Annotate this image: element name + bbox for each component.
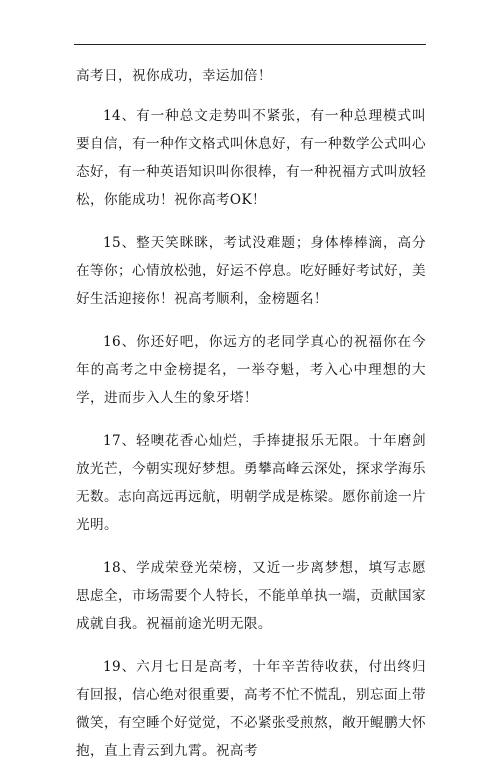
paragraph-15: 15、整天笑眯眯，考试没难题；身体棒棒滴，高分在等你；心情放松弛，好运不停息。吃好睡好考试好，美好生活迎接你！祝高考顺利，金榜题名！	[76, 235, 426, 307]
paragraph-17: 17、轻噢花香心灿烂，手捧捷报乐无限。十年磨剑放光芒，今朝实现好梦想。勇攀高峰云深处，探求学海乐无数。志向高远再远航，明朝学成是栋梁。愿你前途一片光明。	[76, 433, 426, 533]
paragraph-intro: 高考日，祝你成功，幸运加倍！	[76, 68, 272, 84]
paragraph-19: 19、六月七日是高考，十年辛苦待收获，付出终归有回报，信心绝对很重要，高考不忙不慌乱，别忘面上带微笑，有空睡个好觉觉，不必紧张受煎熬，敞开鲲鹏大怀抱，直上青云到九霄。祝高考	[76, 659, 426, 759]
paragraph-14: 14、有一种总文走势叫不紧张，有一种总理模式叫要自信，有一种作文格式叫休息好，有一种数学公式叫心态好，有一种英语知识叫你很棒，有一种祝福方式叫放轻松，你能成功！祝你高考OK！	[76, 108, 426, 208]
paragraph-18: 18、学成荣登光荣榜，又近一步离梦想，填写志愿思虑全，市场需要个人特长，不能单单执一端，贡献国家成就自我。祝福前途光明无限。	[76, 560, 426, 632]
paragraph-16: 16、你还好吧，你远方的老同学真心的祝福你在今年的高考之中金榜提名，一举夺魁，考入心中理想的大学，进而步入人生的象牙塔！	[76, 334, 426, 406]
header-divider	[74, 44, 426, 45]
document-body	[76, 62, 426, 780]
